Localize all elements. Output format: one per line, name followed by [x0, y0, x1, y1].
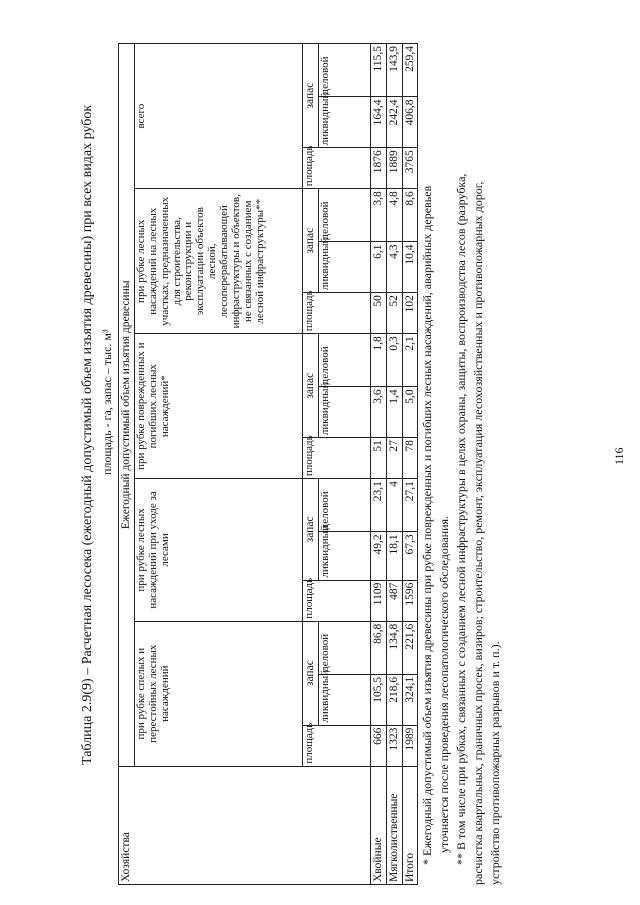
- area-header: площадь: [302, 725, 370, 766]
- area-header: площадь: [302, 148, 370, 189]
- liquid-header: ликвидный: [318, 674, 370, 725]
- group-header-care: при рубке лесных насаждений при уходе за лесами: [134, 479, 302, 622]
- cell: 27,1: [402, 479, 418, 532]
- table-row: [402, 44, 418, 885]
- liquid-header: ликвидный: [318, 387, 370, 438]
- cell: 6,1: [370, 242, 386, 293]
- cell: 1989: [402, 725, 418, 766]
- cell: 1596: [402, 580, 418, 621]
- cell: 4,3: [386, 242, 402, 293]
- group-header-total: всего: [134, 44, 302, 189]
- cell: 50: [370, 293, 386, 334]
- area-header: площадь: [302, 580, 370, 621]
- cell: 406,8: [402, 97, 418, 148]
- units-caption: площадь - га, запас – тыс. м³: [100, 329, 114, 475]
- cell: 52: [386, 293, 402, 334]
- group-header-infrastructure: при рубке лесных насаждений на лесных участках, предназначенных для строительства, реконструкции и эксплуатации объектов лесной, лесоперерабатывающей инфраструктуры и объектов, не связанных с созданием лесной инфраструктуры**: [134, 189, 302, 334]
- cell: 105,5: [370, 674, 386, 725]
- cell: 8,6: [402, 189, 418, 242]
- cell: 242,4: [386, 97, 402, 148]
- cell: 86,8: [370, 621, 386, 674]
- footnote-1-line-1: * Ежегодный допустимый объем изъятия древесины при рубке поврежденных и погибших лесных насаждений, аварийных деревьев: [420, 185, 434, 865]
- farm-header: Хозяйства: [119, 766, 371, 884]
- business-header: деловой: [318, 479, 370, 532]
- cell: 1889: [386, 148, 402, 189]
- cell: 0,3: [386, 334, 402, 387]
- cell: 67,3: [402, 532, 418, 580]
- footnote-1-line-2: уточняется после проведения лесопатологического обследования.: [437, 515, 451, 853]
- row-label: Хвойные: [370, 766, 386, 884]
- group-header-mature: при рубке спелых и перестойных лесных насаждений: [134, 621, 302, 766]
- allowable-cut-table: [118, 43, 418, 885]
- row-label: Итого: [402, 766, 418, 884]
- cell: 102: [402, 293, 418, 334]
- annual-volume-header: Ежегодный допустимый объем изъятия древесины: [119, 44, 135, 767]
- cell: 4,8: [386, 189, 402, 242]
- business-header: деловой: [318, 44, 370, 98]
- stock-header: запас: [302, 479, 318, 580]
- footnote-2-line-1: ** В том числе при рубках, связанных с созданием лесной инфраструктуры в целях охраны, защиты, воспроизводства лесов (разрубка,: [454, 173, 468, 865]
- cell: 10,4: [402, 242, 418, 293]
- cell: 3,6: [370, 387, 386, 438]
- cell: 221,6: [402, 621, 418, 674]
- area-header: площадь: [302, 438, 370, 479]
- cell: 259,4: [402, 44, 418, 98]
- cell: 2,1: [402, 334, 418, 387]
- cell: 1109: [370, 580, 386, 621]
- footnote-2-line-2: расчистка квартальных, граничных просек, визиров; строительство, ремонт, эксплуатация лесохозяйственных и противопожарных дорог,: [471, 181, 485, 885]
- stock-header: запас: [302, 44, 318, 148]
- cell: 51: [370, 438, 386, 479]
- cell: 1323: [386, 725, 402, 766]
- group-header-damaged: при рубке поврежденных и погибших лесных насаждений*: [134, 334, 302, 479]
- liquid-header: ликвидный: [318, 97, 370, 148]
- cell: 487: [386, 580, 402, 621]
- stock-header: запас: [302, 334, 318, 438]
- cell: 27: [386, 438, 402, 479]
- row-label: Мягколиственные: [386, 766, 402, 884]
- cell: 78: [402, 438, 418, 479]
- cell: 49,2: [370, 532, 386, 580]
- cell: 218,6: [386, 674, 402, 725]
- cell: 23,1: [370, 479, 386, 532]
- cell: 18,1: [386, 532, 402, 580]
- cell: 5,0: [402, 387, 418, 438]
- page-number: 116: [612, 447, 626, 465]
- cell: 164,4: [370, 97, 386, 148]
- business-header: деловой: [318, 621, 370, 674]
- table-row: [370, 44, 386, 885]
- cell: 1,4: [386, 387, 402, 438]
- cell: 4: [386, 479, 402, 532]
- cell: 1,8: [370, 334, 386, 387]
- table-row: [386, 44, 402, 885]
- cell: 3765: [402, 148, 418, 189]
- business-header: деловой: [318, 334, 370, 387]
- cell: 115,5: [370, 44, 386, 98]
- stock-header: запас: [302, 189, 318, 293]
- cell: 666: [370, 725, 386, 766]
- cell: 143,9: [386, 44, 402, 98]
- cell: 1876: [370, 148, 386, 189]
- table-caption: Таблица 2.9(9) – Расчетная лесосека (ежегодный допустимый объем изъятия древесины) при всех видах рубок: [80, 104, 95, 765]
- business-header: деловой: [318, 189, 370, 242]
- cell: 134,8: [386, 621, 402, 674]
- area-header: площадь: [302, 293, 370, 334]
- stock-header: запас: [302, 621, 318, 725]
- cell: 324,1: [402, 674, 418, 725]
- liquid-header: ликвидный: [318, 242, 370, 293]
- liquid-header: ликвидный: [318, 532, 370, 580]
- footnote-2-line-3: устройство противопожарных разрывов и т. п.).: [488, 641, 502, 885]
- cell: 3,8: [370, 189, 386, 242]
